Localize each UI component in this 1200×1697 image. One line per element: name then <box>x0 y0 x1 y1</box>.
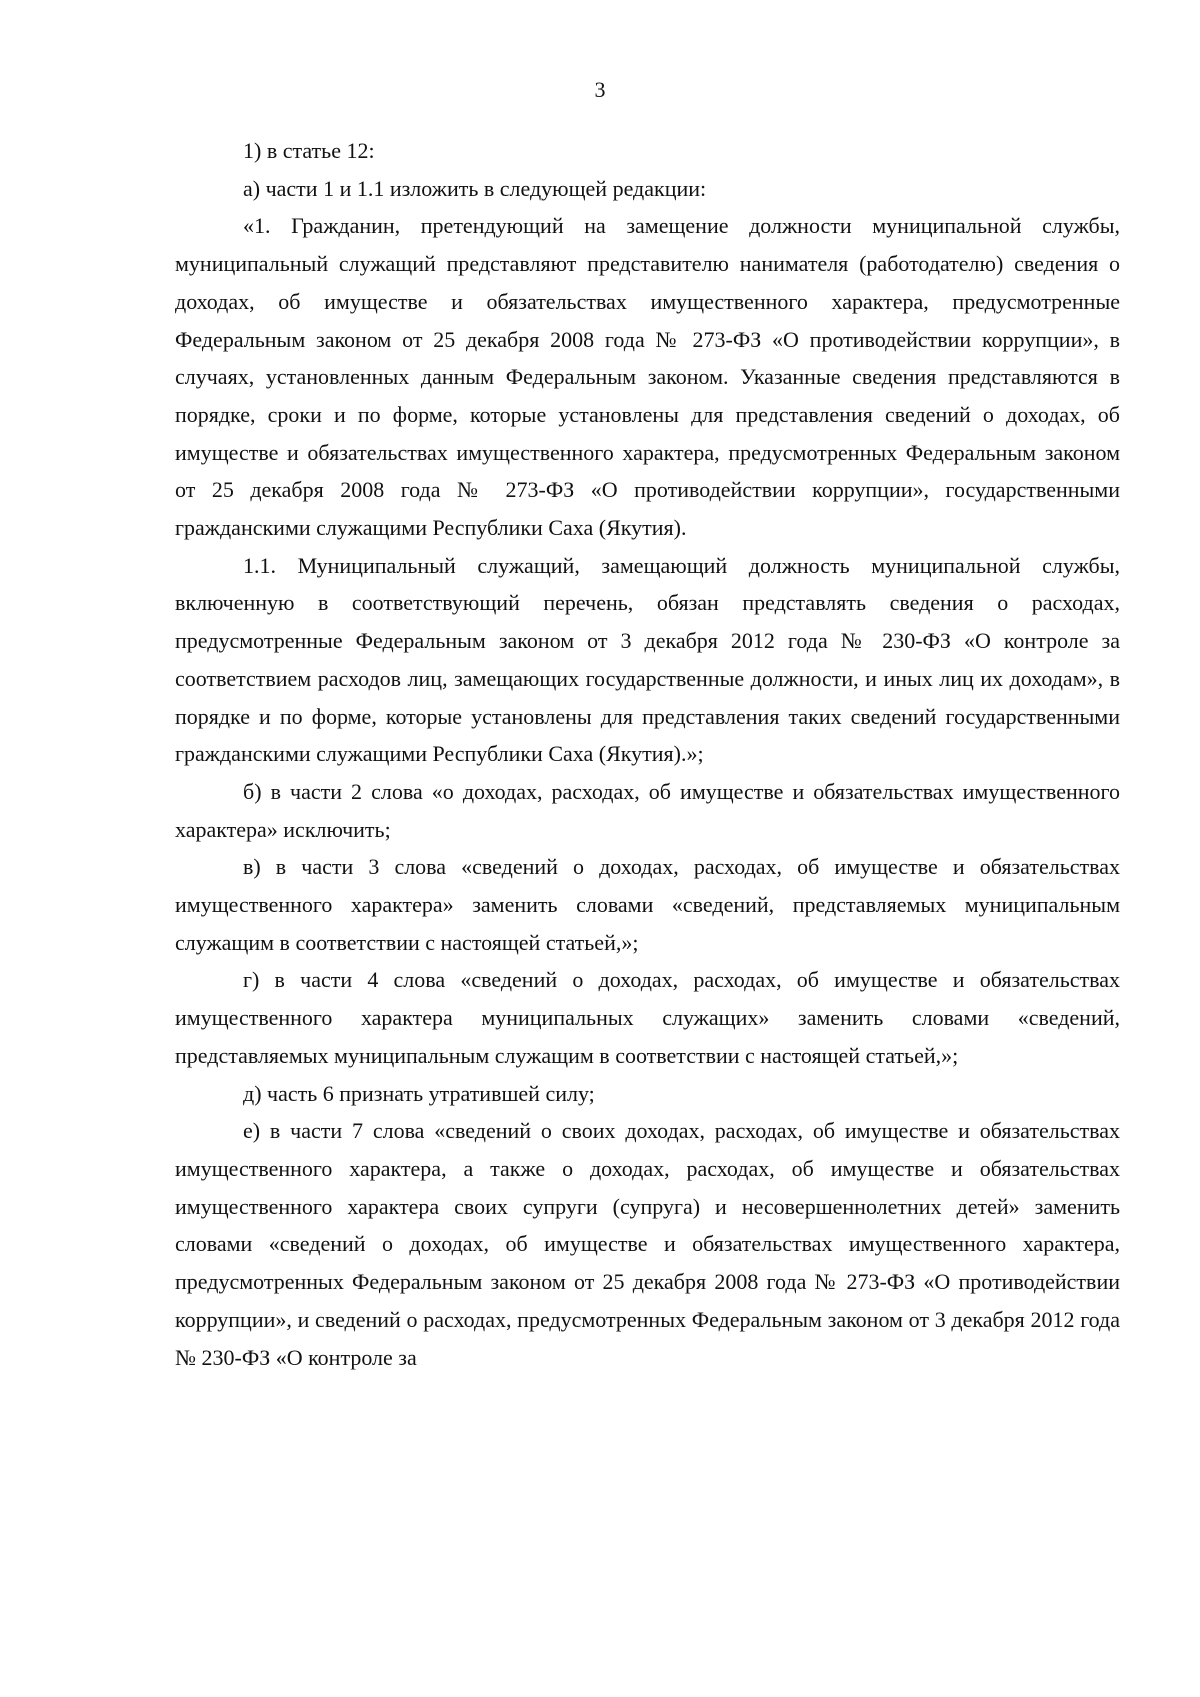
paragraph-part-1-1: 1.1. Муниципальный служащий, замещающий должность муниципальной службы, включенную в соответствующий перечень, обязан представлять сведения о расходах, предусмотренные Федеральным законом от 3 декабря 2012 года № 230-ФЗ «О контроле за соответствием расходов лиц, замещающих государственные должности, и иных лиц их доходам», в порядке и по форме, которые установлены для представления таких сведений государственными гражданскими служащими Республики Саха (Якутия).»; <box>175 552 1120 767</box>
paragraph-item-g: г) в части 4 слова «сведений о доходах, расходах, об имуществе и обязательствах имущественного характера муниципальных служащих» заменить словами «сведений, представляемых муниципальным служащим в соответствии с настоящей статьей,»; <box>175 967 1120 1068</box>
paragraph-item-v: в) в части 3 слова «сведений о доходах, расходах, об имуществе и обязательствах имущественного характера» заменить словами «сведений, представляемых муниципальным служащим в соответствии с настоящей статьей,»; <box>175 854 1120 955</box>
paragraph-part-1: «1. Гражданин, претендующий на замещение должности муниципальной службы, муниципальный служащий представляют представителю нанимателя (работодателю) сведения о доходах, об имуществе и обязательствах имущественного характера, предусмотренные Федеральным законом от 25 декабря 2008 года № 273-ФЗ «О противодействии коррупции», в случаях, установленных данным Федеральным законом. Указанные сведения представляются в порядке, сроки и по форме, которые установлены для представления сведений о доходах, об имуществе и обязательствах имущественного характера, предусмотренных Федеральным законом от 25 декабря 2008 года № 273-ФЗ «О противодействии коррупции», государственными гражданскими служащими Республики Саха (Якутия). <box>175 213 1120 541</box>
document-body <box>175 132 1120 1376</box>
paragraph-item-b: б) в части 2 слова «о доходах, расходах, об имуществе и обязательствах имущественного характера» исключить; <box>175 778 1120 842</box>
paragraph-item-d: д) часть 6 признать утратившей силу; <box>243 1080 595 1106</box>
paragraph-item-e: е) в части 7 слова «сведений о своих доходах, расходах, об имуществе и обязательствах имущественного характера, а также о доходах, расходах, об имуществе и обязательствах имущественного характера своих супруги (супруга) и несовершеннолетних детей» заменить словами «сведений о доходах, об имуществе и обязательствах имущественного характера, предусмотренных Федеральным законом от 25 декабря 2008 года № 273-ФЗ «О противодействии коррупции», и сведений о расходах, предусмотренных Федеральным законом от 3 декабря 2012 года № 230-ФЗ «О контроле за <box>175 1118 1120 1370</box>
paragraph-item-a: а) части 1 и 1.1 изложить в следующей редакции: <box>243 175 707 201</box>
page-number: 3 <box>594 77 606 102</box>
paragraph-article-12-intro: 1) в статье 12: <box>243 138 375 163</box>
